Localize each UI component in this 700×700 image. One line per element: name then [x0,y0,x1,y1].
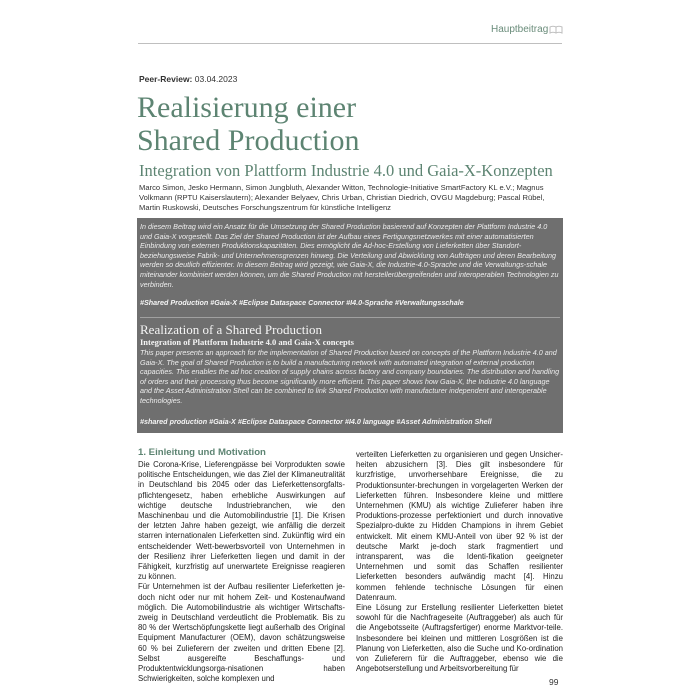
section-label: Hauptbeitrag [491,24,549,35]
section-heading: 1. Einleitung und Motivation [138,447,266,458]
body-column-right [356,450,563,674]
abstract-english-text: This paper presents an approach for the implementation of Shared Production based on concepts of the Plattform Industrie 4.0 and Gaia-X. The goal of Shared Production is to build a manufacturing network with automated integration of external production capacities. This enables the ad hoc creation of supply chains across factory and company boundaries. The distribution and handling of orders and their processing thus become significantly more efficient. This paper shows how Gaia-X, the Industrie 4.0 language and the Asset Administration Shell can be combined to link Shared Production with manufacturer independent and interoperable technologies. [140,348,560,405]
body-paragraph: Eine Lösung zur Erstellung resilienter Lieferketten bietet sowohl für die Nachfrageseite (Auftraggeber) als auch für die Angebotsseite (Auftragsfertiger) enorme Marktvor-teile. Insbesondere bei kleinen und mittleren Losgrößen ist die Planung von Lieferketten, also die Suche und Ko-ordination von Zulieferern für die Auftraggeber, ebenso wie die Angebotserstellung und Arbeitsvorbereitung für [356,603,563,674]
article-subtitle: Integration von Plattform Industrie 4.0 und Gaia-X-Konzepten [139,161,553,180]
article-title [137,91,359,157]
author-list: Marco Simon, Jesko Hermann, Simon Jungbluth, Alexander Witton, Technologie-Initiative SmartFactory KL e.V.; Magnus Volkmann (RPTU Kaiserslautern); Alexander Belyaev, Chris Urban, Christian Diedrich, OVGU Magdeburg; Pascal Rübel, Martin Ruskowski, Deutsches Forschungszentrum für künstliche Intelligenz [139,183,545,212]
abstract-german-text: In diesem Beitrag wird ein Ansatz für die Umsetzung der Shared Production basierend auf Konzepten der Plattform Industrie 4.0 und Gaia-X vorgestellt. Das Ziel der Shared Production ist der Aufbau eines Fertigungsnetzwerkes mit einer automatisierten Einbindung von externen Produktionskapazitäten. Dies ermöglicht die Ad-hoc-Erstellung von Lieferketten über Standort-beziehungsweise Fabrik- und Unternehmensgrenzen hinweg. Die Verteilung und Abwicklung von Aufträgen und deren Bearbeitung werden so deutlich effizienter. In diesem Beitrag wird gezeigt, wie Gaia-X, die Industrie-4.0-Sprache und die Verwaltungs-schale miteinander kombiniert werden können, um die Shared Production mit herstellerübergreifenden und interoperablen Technologien zu verbinden. [140,222,559,289]
abstract-english-tags: #shared production #Gaia-X #Eclipse Dataspace Connector #I4.0 language #Asset Administration Shell [140,417,492,426]
header-divider [138,43,562,44]
body-paragraph: Die Corona-Krise, Lieferengpässe bei Vorprodukten sowie politische Entscheidungen, wie das Ziel der Klimaneutralität in Deutschland bis 2045 oder das Lieferkettensorgfalts-pflichtengesetz, haben erhebliche Auswirkungen auf wichtige deutsche Industriebranchen, wie den Maschinenbau und die Automobilindustrie [1]. Die Krisen der letzten Jahre haben gezeigt, wie anfällig die derzeit starren internationalen Lieferketten sind. Zukünftig wird ein entscheidender Wett-bewerbsvorteil von Unternehmen in der Resilienz ihrer Lieferketten liegen und damit in der Fähigkeit, kurzfristig auf unerwartete Ereignisse reagieren zu können. [138,460,345,582]
abstract-divider [140,317,560,318]
article-title-line-2: Shared Production [137,124,360,157]
abstract-english-title: Realization of a Shared Production [140,322,322,337]
abstract-english-subtitle: Integration of Plattform Industrie 4.0 and Gaia-X concepts [140,337,354,347]
body-column-left [138,447,345,684]
peer-review-label: Peer-Review: [139,74,193,84]
article-title-line-1: Realisierung einer [137,91,357,124]
body-paragraph: verteilten Lieferketten zu organisieren und gegen Unsicher-heiten abzusichern [3]. Dies gilt insbesondere für kurzfristige, unvorhersehbare Ereignisse, die zu Produktionsunter-brechungen in vorgelagerten Werken der Lieferketten führen. Insbesondere kleine und mittlere Unternehmen (KMU) als wichtige Zulieferer haben ihre Produktions-prozesse perfektioniert und durch innovative Spezialpro-dukte zu Hidden Champions in ihrem Gebiet entwickelt. Mit einem KMU-Anteil von über 92 % ist der deutsche Markt je-doch stark fragmentiert und intransparent, was die Identi-fikation geeigneter Unternehmen und somit das Schaffen resilienter Lieferketten besonders aufwändig macht [4]. Hinzu kommen fehlende technische Lösungen für einen Datenraum. [356,450,563,602]
peer-review-line [139,74,237,84]
book-icon [549,25,563,34]
abstract-box [137,218,563,433]
page-number: 99 [549,677,559,687]
body-paragraph: Für Unternehmen ist der Aufbau resilienter Lieferketten je-doch nicht oder nur mit hohem Zeit- und Kostenaufwand möglich. Die Automobilindustrie als wichtiger Wirtschafts-zweig in Deutschland verdeutlicht die Problematik. Bis zu 80 % der Wertschöpfungskette liegt außerhalb des Original Equipment Manufacturer (OEM), davon schätzungsweise 60 % bei Zulieferern der zweiten und dritten Ebene [2]. Selbst ausgereifte Beschaffungs- und Produktentwicklungsorga-nisationen haben Schwierigkeiten, solche komplexen und [138,582,345,684]
abstract-german-tags: #Shared Production #Gaia-X #Eclipse Dataspace Connector #I4.0-Sprache #Verwaltungsschale [140,298,464,307]
peer-review-date: 03.04.2023 [194,74,238,84]
